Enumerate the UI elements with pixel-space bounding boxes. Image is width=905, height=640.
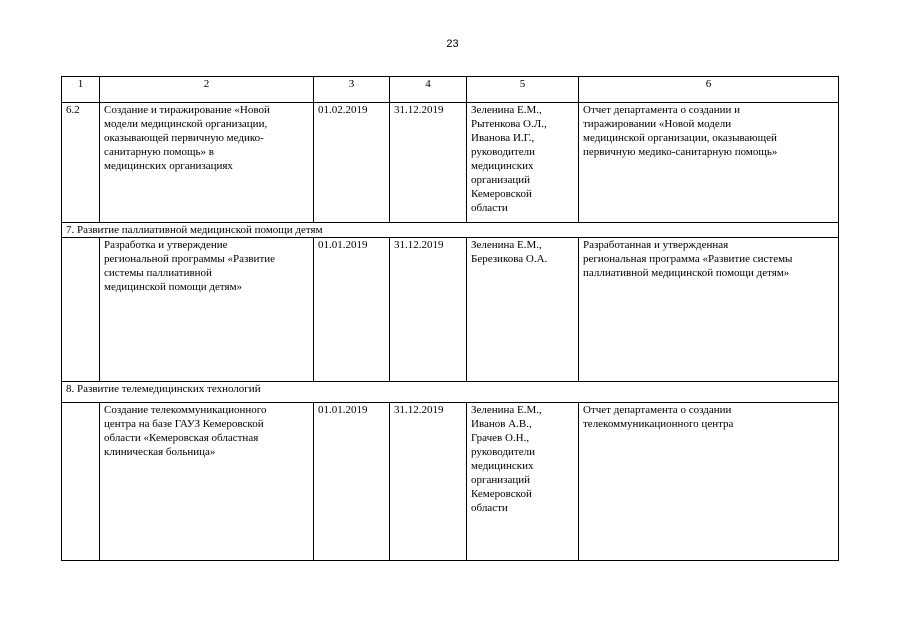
end-date-cell: 31.12.2019 [390,238,467,382]
result-cell: Отчет департамента о создании телекоммуникационного центра [579,403,839,561]
result-cell: Разработанная и утвержденная региональная программа «Развитие системы паллиативной медицинской помощи детям» [579,238,839,382]
header-cell-2: 2 [100,77,314,103]
end-date-cell: 31.12.2019 [390,103,467,223]
section-row [62,382,839,403]
result-cell: Отчет департамента о создании и тиражировании «Новой модели медицинской организации, оказывающей первичную медико-санитарную помощь» [579,103,839,223]
task-cell: Создание телекоммуникационного центра на базе ГАУЗ Кемеровской области «Кемеровская областная клиническая больница» [100,403,314,561]
table-row [62,238,839,382]
start-date-cell: 01.01.2019 [314,238,390,382]
header-row [62,77,839,103]
responsible-cell: Зеленина Е.М., Рытенкова О.Л., Иванова И.Г., руководители медицинских организаций Кемеровской области [467,103,579,223]
table-row [62,103,839,223]
header-cell-5: 5 [467,77,579,103]
end-date-cell: 31.12.2019 [390,403,467,561]
task-cell: Создание и тиражирование «Новой модели медицинской организации, оказывающей первичную медико- санитарную помощь» в медицинских организациях [100,103,314,223]
responsible-cell: Зеленина Е.М., Иванов А.В., Грачев О.Н., руководители медицинских организаций Кемеровской области [467,403,579,561]
page-number: 23 [446,38,459,50]
section-row [62,223,839,238]
task-cell: Разработка и утверждение региональной программы «Развитие системы паллиативной медицинской помощи детям» [100,238,314,382]
section-title: 8. Развитие телемедицинских технологий [62,382,839,403]
responsible-cell: Зеленина Е.М., Березикова О.А. [467,238,579,382]
start-date-cell: 01.01.2019 [314,403,390,561]
row-number: 6.2 [62,103,100,223]
start-date-cell: 01.02.2019 [314,103,390,223]
row-number [62,403,100,561]
section-title: 7. Развитие паллиативной медицинской помощи детям [62,223,839,238]
header-cell-3: 3 [314,77,390,103]
table-row [62,403,839,561]
row-number [62,238,100,382]
header-cell-1: 1 [62,77,100,103]
header-cell-4: 4 [390,77,467,103]
header-cell-6: 6 [579,77,839,103]
plan-table [61,76,839,561]
